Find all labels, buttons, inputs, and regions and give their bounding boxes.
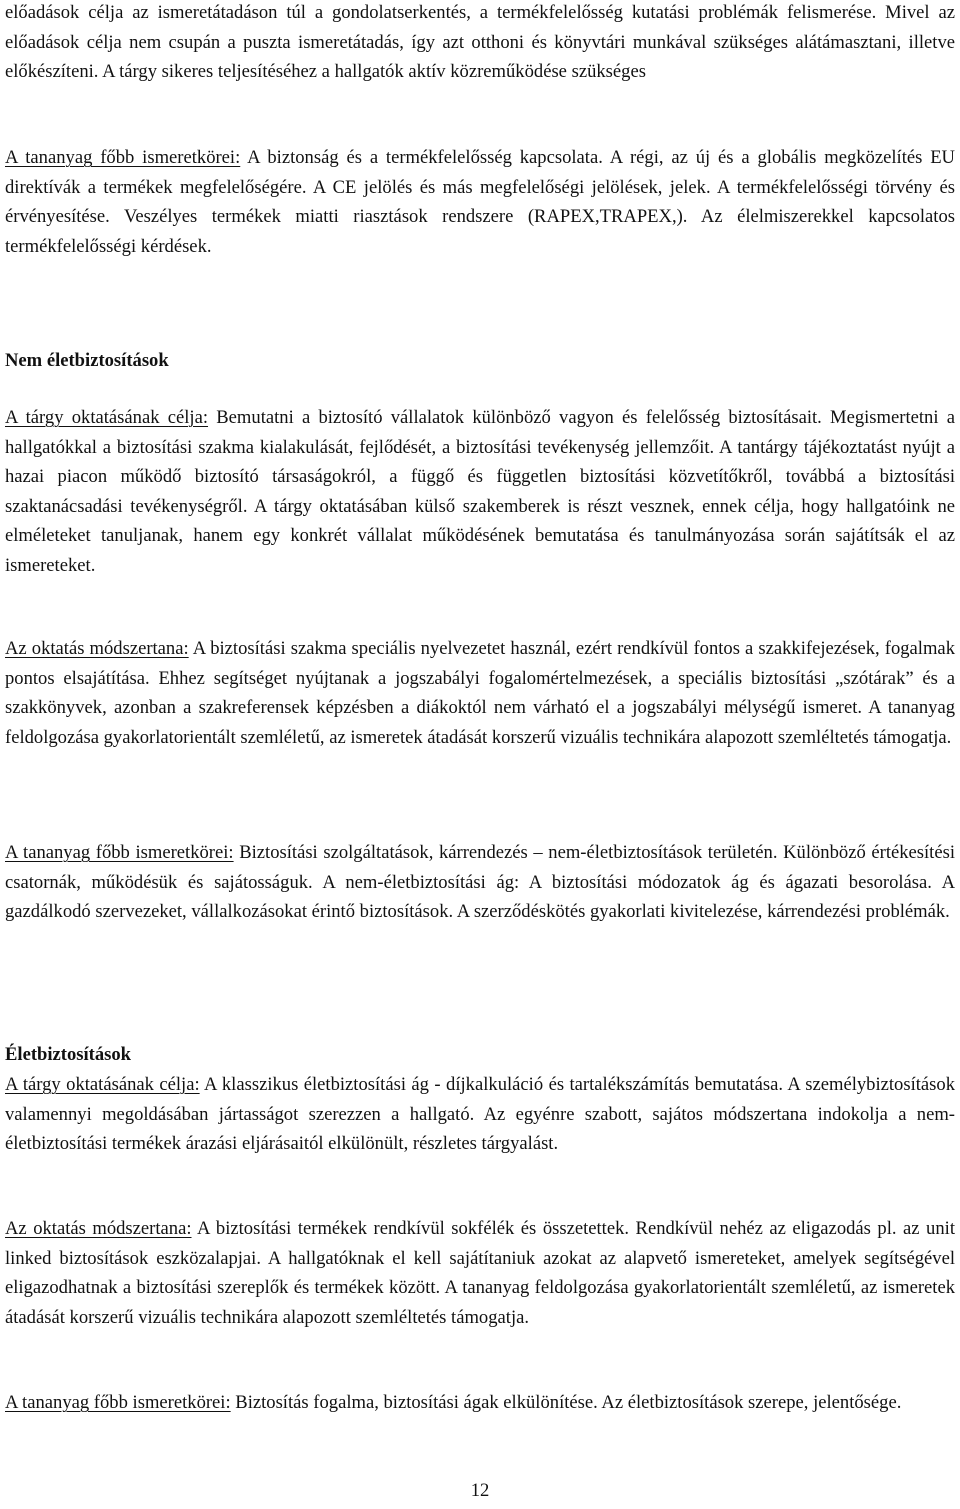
intro-topics-label: A tananyag főbb ismeretkörei: bbox=[5, 147, 241, 168]
life-topics-label: A tananyag főbb ismeretkörei: bbox=[5, 1392, 231, 1413]
section-heading-non-life: Nem életbiztosítások bbox=[5, 350, 169, 371]
life-aim-text: A klasszikus életbiztosítási ág - díjkalkuláció és tartalékszámítás bemutatása. A személybiztosítások valamennyi megoldásában jártasságot szerezzen a hallgató. Az egyénre szabott, sajátos módszertana indokolja a nem-életbiztosítási termékek árazási eljárásaitól elkülönült, részletes tárgyalást. bbox=[5, 1074, 955, 1155]
non-life-topics-text: Biztosítási szolgáltatások, kárrendezés – nem-életbiztosítások területén. Különböző értékesítési csatornák, működésük és sajátosságuk. A nem-életbiztosítási ág: A biztosítási módozatok ág és ágazati besorolása. A gazdálkodó szervezeket, vállalkozásokat érintő biztosítások. A szerződéskötés gyakorlati kivitelezése, kárrendezési problémák. bbox=[5, 842, 956, 923]
non-life-method-paragraph bbox=[5, 634, 955, 752]
intro-text: előadások célja az ismeretátadáson túl a gondolatserkentés, a termékfelelősség kutatási problémák felismerése. Mivel az előadások célja nem csupán a puszta ismeretátadás, így azt otthoni és könyvtári munkával szükséges alátámasztani, illetve előkészíteni. A tárgy sikeres teljesítéséhez a hallgatók aktív közreműködése szükséges bbox=[5, 2, 955, 83]
non-life-aim-paragraph bbox=[5, 403, 955, 581]
non-life-aim-text: Bemutatni a biztosító vállalatok különböző vagyon és felelősség biztosításait. Megismertetni a hallgatókkal a biztosítási szakma kialakulását, fejlődését, a biztosítási tevékenység jellemzőit. A tantárgy tájékoztatást nyújt a hazai piacon működő biztosító társaságokról, a függő és független biztosítási közvetítőkről, továbbá a biztosítási szaktanácsadási tevékenységről. A tárgy oktatásában külső szakemberek is részt vesznek, ennek célja, hogy hallgatóink ne elméleteket tanuljanak, hanem egy konkrét vállalat működésének bemutatása és tanulmányozása során sajátítsák el az ismereteket. bbox=[5, 407, 955, 576]
life-method-text: A biztosítási termékek rendkívül sokfélék és összetettek. Rendkívül nehéz az eligazodás pl. az unit linked biztosítások eszközalapjai. A hallgatóknak el kell sajátítaniuk azokat az alapvető ismereteket, amelyek segítségével eligazodhatnak a biztosítási szereplők és termékek között. A tananyag feldolgozása gyakorlatorientált szemléletű, az ismeretek átadását korszerű vizuális technikára alapozott szemléltetés támogatja. bbox=[5, 1218, 955, 1328]
life-aim-paragraph bbox=[5, 1070, 955, 1159]
non-life-topics-label: A tananyag főbb ismeretkörei: bbox=[5, 842, 234, 863]
life-aim-label: A tárgy oktatásának célja: bbox=[5, 1074, 200, 1095]
intro-topics-text: A biztonság és a termékfelelősség kapcsolata. A régi, az új és a globális megközelítés EU direktívák a termékek megfelelőségére. A CE jelölés és más megfelelőségi jelölések, jelek. A termékfelelősségi törvény és érvényesítése. Veszélyes termékek miatti riasztások rendszere (RAPEX,TRAPEX,). Az élelmiszerekkel kapcsolatos termékfelelősségi kérdések. bbox=[5, 147, 955, 257]
section-heading-life: Életbiztosítások bbox=[5, 1044, 132, 1065]
life-method-label: Az oktatás módszertana: bbox=[5, 1218, 192, 1239]
non-life-method-label: Az oktatás módszertana: bbox=[5, 638, 189, 659]
intro-topics-paragraph bbox=[5, 143, 955, 261]
intro-paragraph bbox=[5, 0, 955, 87]
life-topics-text: Biztosítás fogalma, biztosítási ágak elkülönítése. Az életbiztosítások szerepe, jelentősége. bbox=[230, 1392, 902, 1413]
life-topics-paragraph bbox=[5, 1388, 955, 1418]
non-life-topics-paragraph bbox=[5, 838, 955, 927]
life-method-paragraph bbox=[5, 1214, 955, 1332]
non-life-method-text: A biztosítási szakma speciális nyelvezetet használ, ezért rendkívül fontos a szakkifejezések, fogalmak pontos elsajátítása. Ehhez segítséget nyújtanak a jogszabályi fogalomértelmezések, a speciális biztosítási „szótárak” és a szakkönyvek, azonban a szakreferensek képzésben a diákoktól nem várható el a jogszabályi mélységű ismeret. A tananyag feldolgozása gyakorlatorientált szemléletű, az ismeretek átadását korszerű vizuális technikára alapozott szemléltetés támogatja. bbox=[5, 638, 955, 748]
page-number: 12 bbox=[470, 1480, 490, 1501]
non-life-aim-label: A tárgy oktatásának célja: bbox=[5, 407, 209, 428]
